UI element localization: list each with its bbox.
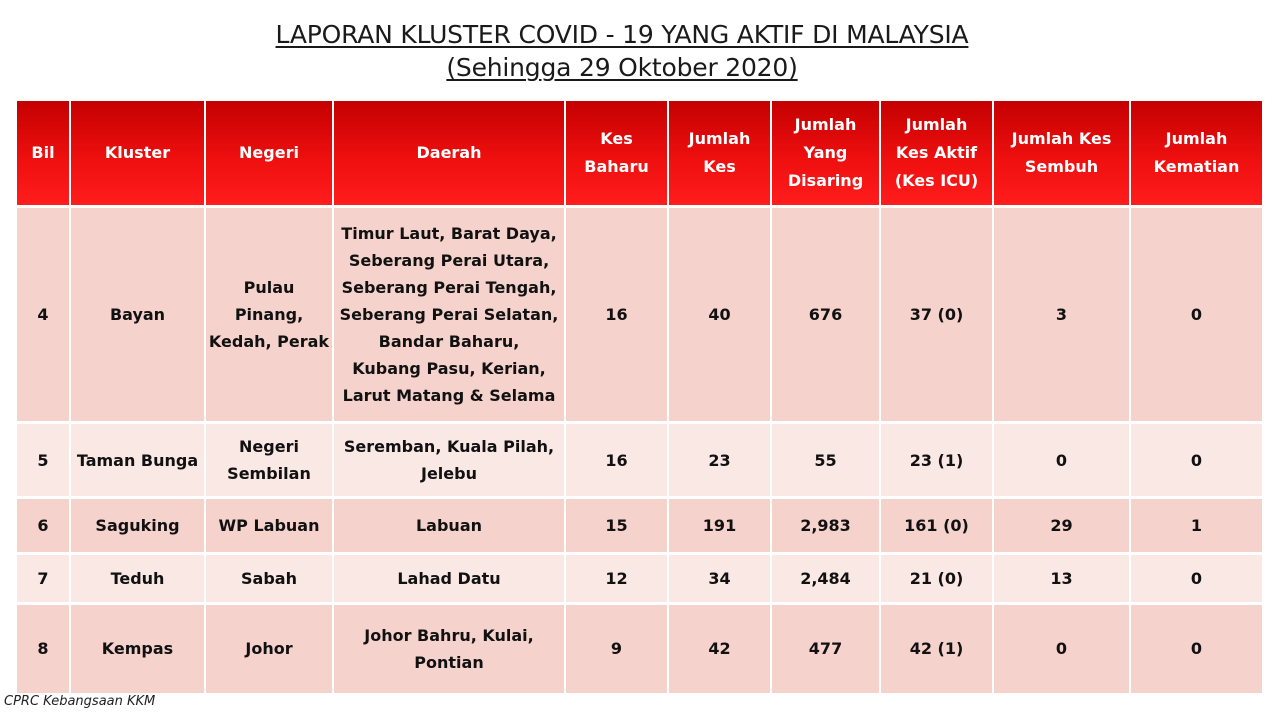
cell-daerah: Johor Bahru, Kulai, Pontian (333, 604, 565, 693)
table-row (17, 498, 1262, 554)
cell-kes-sembuh: 0 (993, 604, 1130, 693)
header-daerah: Daerah (333, 101, 565, 207)
table-row (17, 423, 1262, 498)
cell-jumlah-disaring: 2,983 (771, 498, 880, 554)
cell-negeri: WP Labuan (205, 498, 333, 554)
header-negeri: Negeri (205, 101, 333, 207)
cell-kes-aktif: 21 (0) (880, 554, 993, 604)
cell-kes-aktif: 37 (0) (880, 207, 993, 423)
cell-daerah: Labuan (333, 498, 565, 554)
cell-kluster: Teduh (70, 554, 205, 604)
header-kes-baharu: Kes Baharu (565, 101, 668, 207)
cell-kluster: Bayan (70, 207, 205, 423)
header-kes-sembuh: Jumlah Kes Sembuh (993, 101, 1130, 207)
cell-kematian: 0 (1130, 423, 1262, 498)
title-line-2: (Sehingga 29 Oktober 2020) (446, 53, 798, 82)
cell-kluster: Taman Bunga (70, 423, 205, 498)
cell-jumlah-disaring: 55 (771, 423, 880, 498)
cell-kluster: Saguking (70, 498, 205, 554)
cell-kes-sembuh: 3 (993, 207, 1130, 423)
table-row (17, 207, 1262, 423)
cell-jumlah-disaring: 2,484 (771, 554, 880, 604)
table-header-row (17, 101, 1262, 207)
cell-negeri: Sabah (205, 554, 333, 604)
table-row (17, 554, 1262, 604)
cell-kematian: 1 (1130, 498, 1262, 554)
title-line-1: LAPORAN KLUSTER COVID - 19 YANG AKTIF DI MALAYSIA (275, 20, 969, 49)
source-note: CPRC Kebangsaan KKM (4, 694, 156, 709)
cell-kematian: 0 (1130, 604, 1262, 693)
cell-kes-aktif: 42 (1) (880, 604, 993, 693)
cell-jumlah-kes: 42 (668, 604, 771, 693)
header-bil: Bil (17, 101, 70, 207)
cell-bil: 8 (17, 604, 70, 693)
cell-kes-aktif: 23 (1) (880, 423, 993, 498)
cell-kes-baharu: 9 (565, 604, 668, 693)
cell-kematian: 0 (1130, 554, 1262, 604)
cell-negeri: Pulau Pinang, Kedah, Perak (205, 207, 333, 423)
cell-daerah: Seremban, Kuala Pilah, Jelebu (333, 423, 565, 498)
cell-kes-baharu: 16 (565, 423, 668, 498)
cell-bil: 4 (17, 207, 70, 423)
cell-kluster: Kempas (70, 604, 205, 693)
cell-bil: 6 (17, 498, 70, 554)
cell-daerah: Lahad Datu (333, 554, 565, 604)
header-kematian: Jumlah Kematian (1130, 101, 1262, 207)
cell-negeri: Negeri Sembilan (205, 423, 333, 498)
cell-jumlah-kes: 40 (668, 207, 771, 423)
header-jumlah-disaring: Jumlah Yang Disaring (771, 101, 880, 207)
cell-negeri: Johor (205, 604, 333, 693)
cell-jumlah-disaring: 676 (771, 207, 880, 423)
cell-daerah: Timur Laut, Barat Daya, Seberang Perai Utara, Seberang Perai Tengah, Seberang Perai Selatan, Bandar Baharu, Kubang Pasu, Kerian, Larut Matang & Selama (333, 207, 565, 423)
cell-bil: 7 (17, 554, 70, 604)
report-title (0, 18, 1244, 84)
cluster-table (17, 101, 1262, 693)
cell-kes-sembuh: 0 (993, 423, 1130, 498)
cell-jumlah-kes: 191 (668, 498, 771, 554)
cell-kematian: 0 (1130, 207, 1262, 423)
header-jumlah-kes: Jumlah Kes (668, 101, 771, 207)
cell-kes-sembuh: 13 (993, 554, 1130, 604)
cell-kes-baharu: 16 (565, 207, 668, 423)
cell-jumlah-kes: 23 (668, 423, 771, 498)
table-row (17, 604, 1262, 693)
cell-kes-baharu: 15 (565, 498, 668, 554)
cell-jumlah-kes: 34 (668, 554, 771, 604)
cell-kes-aktif: 161 (0) (880, 498, 993, 554)
header-kes-aktif: Jumlah Kes Aktif (Kes ICU) (880, 101, 993, 207)
cell-kes-sembuh: 29 (993, 498, 1130, 554)
cell-bil: 5 (17, 423, 70, 498)
cell-kes-baharu: 12 (565, 554, 668, 604)
cell-jumlah-disaring: 477 (771, 604, 880, 693)
header-kluster: Kluster (70, 101, 205, 207)
